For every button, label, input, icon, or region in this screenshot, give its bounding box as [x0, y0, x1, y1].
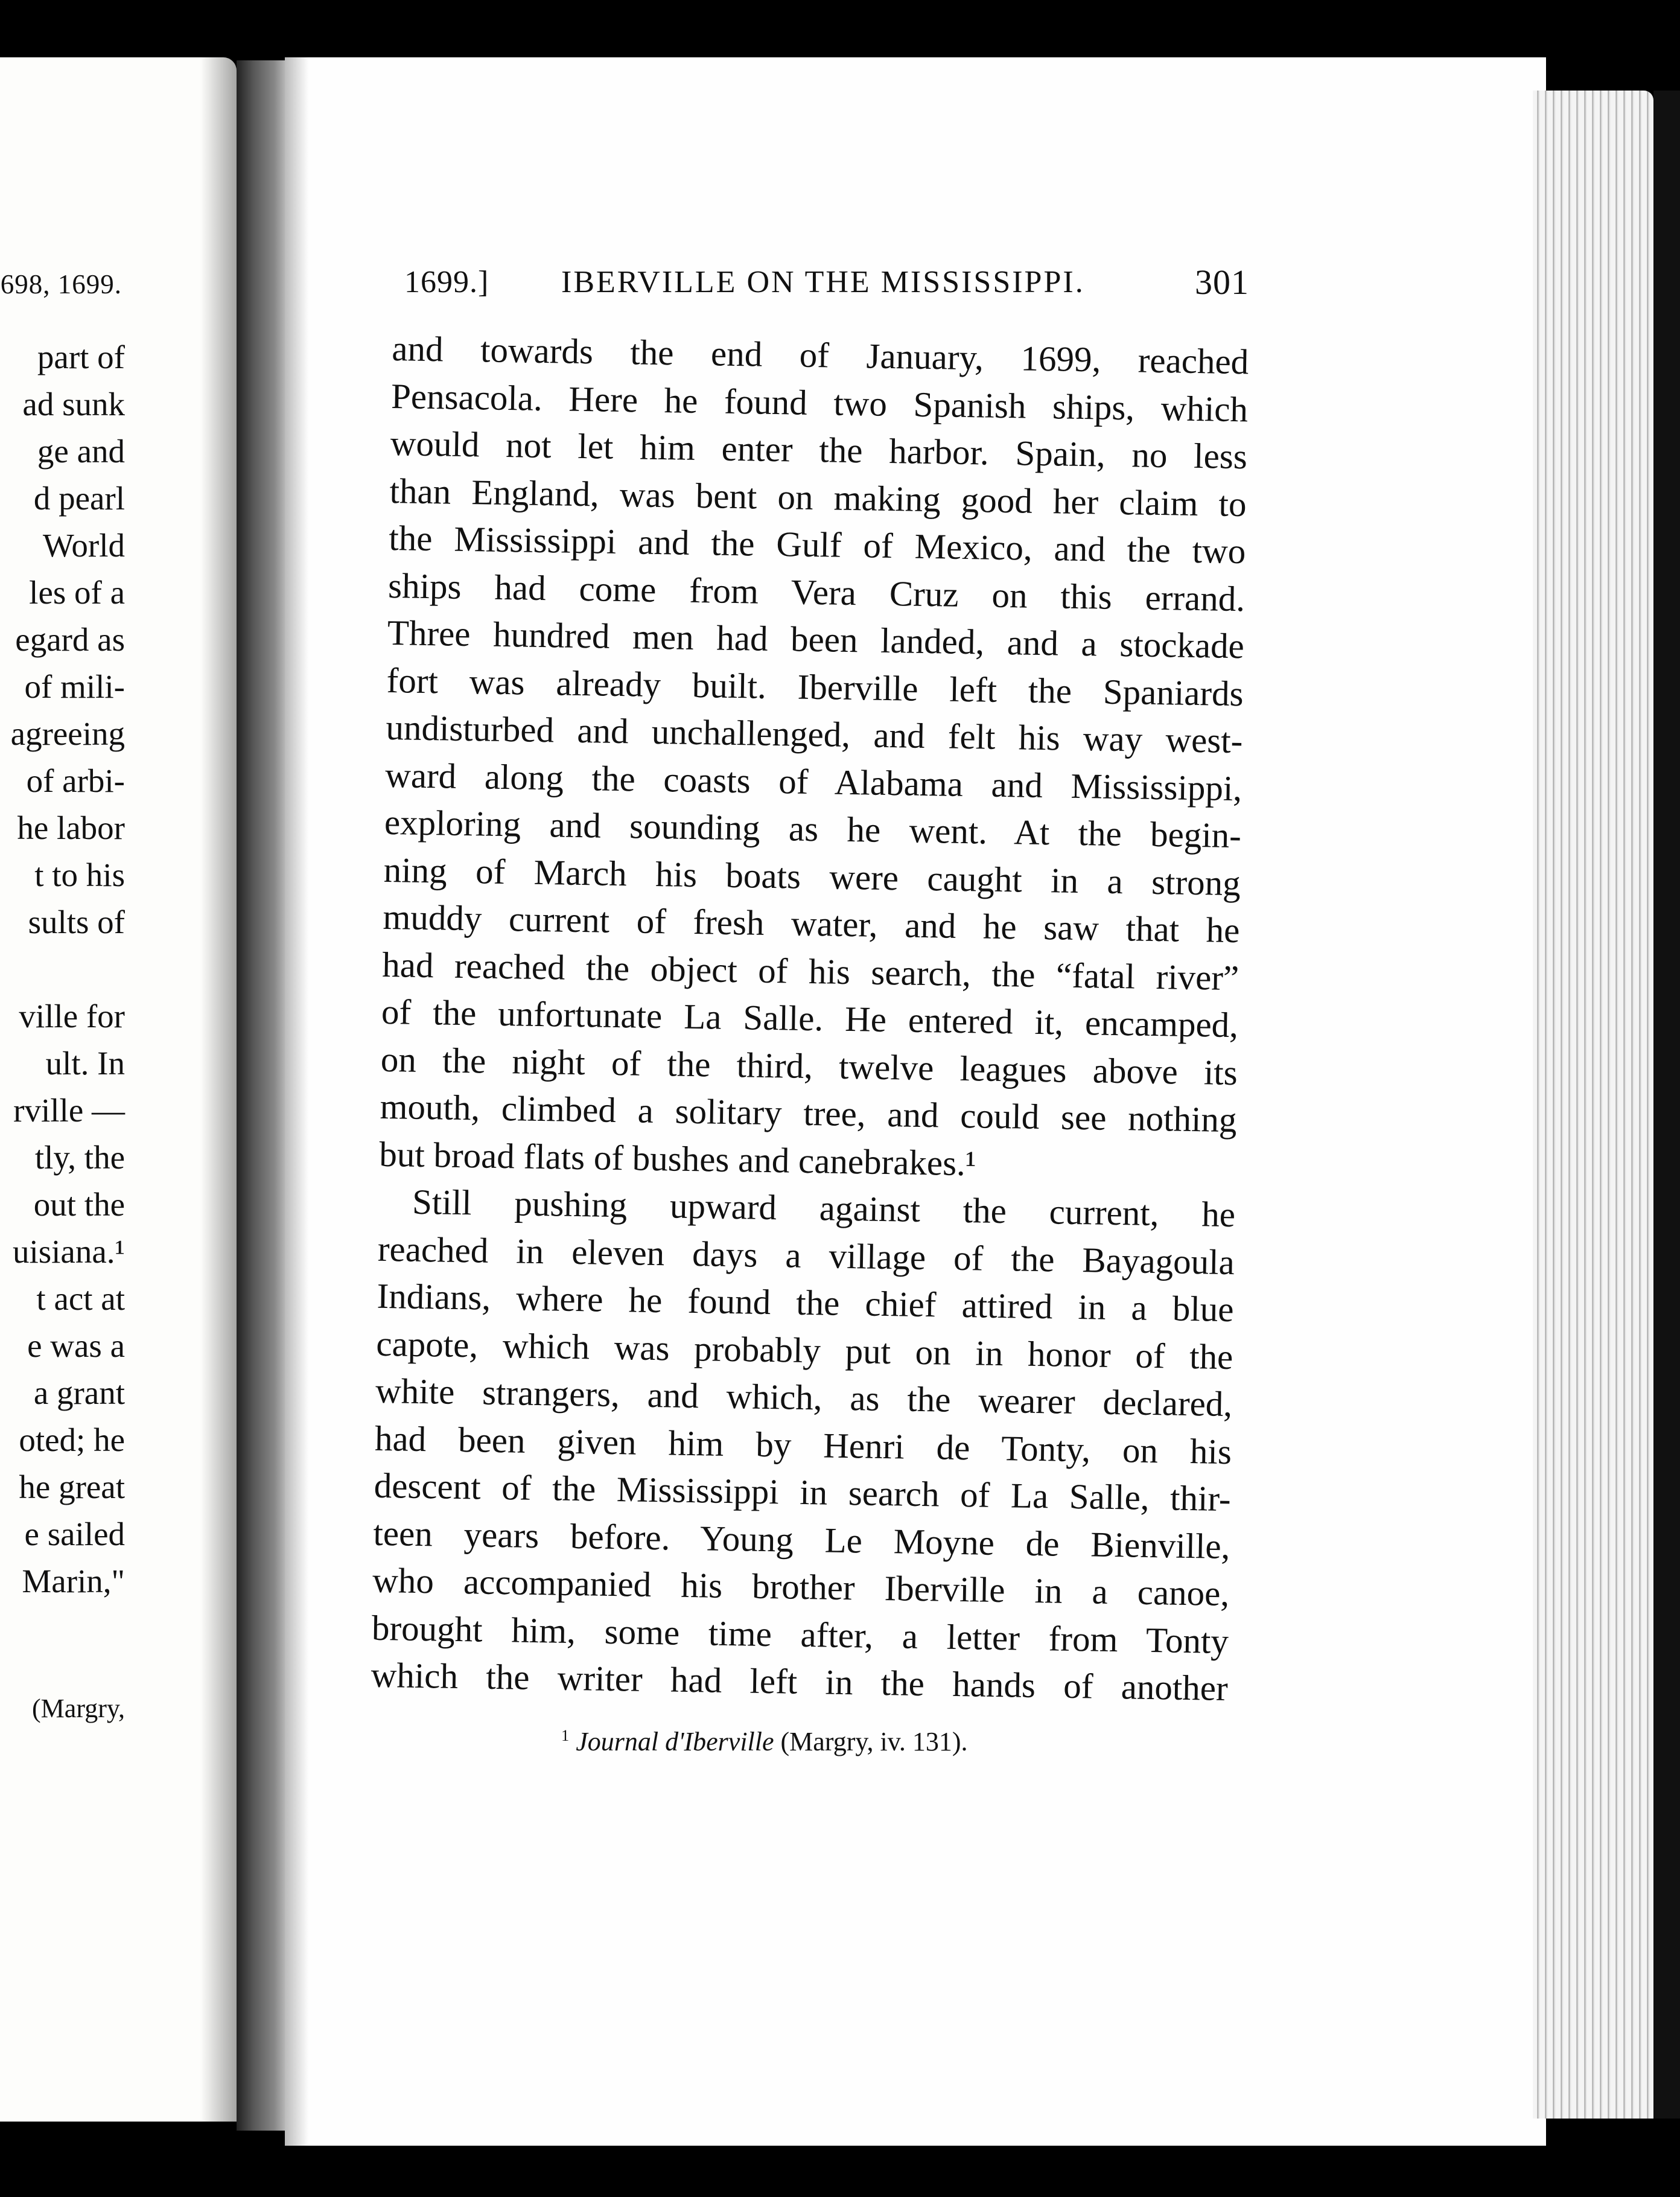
text-line: had reached the object of his search, the “fatal river”	[381, 944, 1239, 998]
previous-page-line: e was a	[27, 1327, 125, 1364]
previous-page-header: 698, 1699.	[0, 269, 122, 299]
previous-page-line: egard as	[15, 621, 125, 658]
previous-page-line: Marin,"	[22, 1563, 125, 1599]
text-line: the Mississippi and the Gulf of Mexico, and the two	[388, 517, 1246, 572]
previous-page-line: d pearl	[33, 480, 125, 517]
previous-page-line: agreeing	[10, 715, 125, 752]
text-line: exploring and sounding as he went. At the begin-	[384, 802, 1242, 856]
text-line: ning of March his boats were caught in a strong	[383, 849, 1241, 903]
text-line: descent of the Mississippi in search of La Salle, thir-	[374, 1465, 1232, 1519]
text-line: would not let him enter the harbor. Spain, no less	[390, 422, 1248, 477]
paragraph-2	[371, 1178, 1235, 1712]
paragraph-1	[379, 325, 1249, 1191]
previous-page	[0, 57, 237, 2122]
text-line: but broad flats of bushes and canebrakes.¹	[378, 1134, 977, 1183]
previous-page-line: les of a	[29, 574, 125, 611]
header-title: IBERVILLE ON THE MISSISSIPPI.	[561, 265, 1085, 299]
text-line: who accompanied his brother Iberville in a canoe,	[372, 1560, 1230, 1614]
text-line: fort was already built. Iberville left the Spaniards	[386, 660, 1244, 713]
header-year: 1699.]	[404, 265, 489, 299]
book-gutter	[237, 60, 291, 2131]
previous-page-line: sults of	[28, 904, 125, 940]
page-edges	[1533, 91, 1653, 2119]
previous-page-line: tly, the	[34, 1139, 125, 1176]
text-line: Still pushing upward against the current, he	[412, 1181, 1236, 1235]
text-line: Three hundred men had been landed, and a stockade	[387, 612, 1245, 666]
text-line: white strangers, and which, as the wearer declared,	[375, 1370, 1233, 1424]
text-line: muddy current of fresh water, and he saw that he	[383, 896, 1240, 951]
previous-page-line: ville for	[19, 998, 125, 1035]
text-line: had been given him by Henri de Tonty, on his	[374, 1418, 1232, 1472]
text-line: capote, which was probably put on in honor of the	[375, 1323, 1233, 1377]
previous-page-line: part of	[37, 339, 125, 375]
text-line: brought him, some time after, a letter from Tonty	[371, 1607, 1229, 1661]
running-header	[404, 264, 1249, 307]
text-line: of the unfortunate La Salle. He entered it, encamped,	[381, 991, 1239, 1045]
page-shadow	[200, 57, 237, 2122]
previous-page-line: of mili-	[24, 668, 125, 705]
footnote	[561, 1726, 968, 1757]
text-line: ships had come from Vera Cruz on this errand.	[387, 565, 1246, 619]
previous-page-footnote: (Margry,	[32, 1694, 125, 1723]
previous-page-line: e sailed	[24, 1516, 125, 1552]
text-line: undisturbed and unchallenged, and felt his way west-	[386, 707, 1243, 761]
previous-page-line: rville —	[13, 1092, 125, 1129]
previous-page-line: ge and	[37, 433, 125, 470]
previous-page-line: t to his	[34, 856, 125, 893]
text-line: on the night of the third, twelve leagues above its	[380, 1039, 1238, 1092]
text-line: Pensacola. Here he found two Spanish ships, which	[390, 375, 1249, 429]
previous-page-line: out the	[33, 1186, 125, 1223]
previous-page-line: a grant	[33, 1374, 125, 1411]
page-number: 301	[1195, 263, 1249, 302]
text-line: which the writer had left in the hands of another	[371, 1654, 1229, 1709]
text-line: than England, was bent on making good her claim to	[389, 470, 1247, 524]
text-line: mouth, climbed a solitary tree, and could see nothing	[380, 1086, 1238, 1140]
previous-page-line: he great	[19, 1468, 125, 1505]
footnote-title: Journal d'Iberville	[576, 1727, 774, 1756]
page-fold-shading	[285, 57, 309, 2146]
text-line: reached in eleven days a village of the Bayagoula	[377, 1228, 1235, 1282]
previous-page-line: oted; he	[19, 1421, 125, 1458]
text-line: ward along the coasts of Alabama and Mississippi,	[384, 754, 1242, 808]
previous-page-line: ad sunk	[22, 386, 125, 422]
previous-page-line: World	[42, 527, 125, 564]
book-edge-shadow	[1653, 91, 1680, 2119]
text-line: teen years before. Young Le Moyne de Bienville,	[373, 1513, 1230, 1566]
text-line: Indians, where he found the chief attired in a blue	[377, 1275, 1235, 1330]
previous-page-line: he labor	[17, 809, 125, 846]
previous-page-line: of arbi-	[26, 762, 125, 799]
footnote-marker: 1	[561, 1726, 570, 1745]
text-line: and towards the end of January, 1699, reached	[391, 328, 1249, 382]
previous-page-line: t act at	[36, 1280, 125, 1317]
footnote-reference: (Margry, iv. 131).	[780, 1727, 968, 1756]
previous-page-line: ult. In	[45, 1045, 125, 1082]
body-text	[371, 325, 1249, 1712]
previous-page-line: uisiana.¹	[12, 1233, 125, 1270]
